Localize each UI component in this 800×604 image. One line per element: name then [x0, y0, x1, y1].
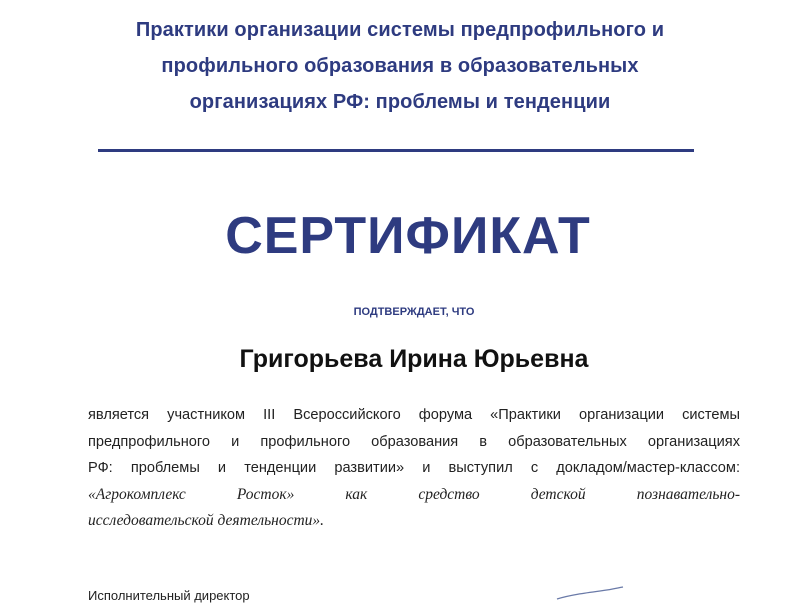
body-line-4: «Агрокомплекс Росток» как средство детской познавательно-	[88, 485, 740, 503]
signature-mark	[555, 585, 625, 600]
certificate-title: СЕРТИФИКАТ	[225, 207, 591, 265]
forum-title-line-2: профильного образования в образовательных	[161, 55, 639, 77]
header-divider	[98, 149, 694, 152]
body-line-1: является участником III Всероссийского форума «Практики организации системы	[88, 407, 740, 423]
forum-title-line-3: организациях РФ: проблемы и тенденции	[189, 91, 611, 113]
signer-title: Исполнительный директор	[88, 588, 250, 603]
body-line-3: РФ: проблемы и тенденции развитии» и выступил с докладом/мастер-классом:	[88, 460, 740, 476]
body-line-2: предпрофильного и профильного образования в образовательных организациях	[88, 433, 740, 450]
forum-title	[100, 12, 700, 120]
certificate-body	[88, 402, 740, 535]
confirms-label: ПОДТВЕРЖДАЕТ, ЧТО	[353, 306, 475, 318]
body-line-5: исследовательской деятельности».	[88, 512, 325, 529]
recipient-name: Григорьева Ирина Юрьевна	[239, 345, 589, 373]
forum-title-line-1: Практики организации системы предпрофильного и	[135, 19, 665, 41]
